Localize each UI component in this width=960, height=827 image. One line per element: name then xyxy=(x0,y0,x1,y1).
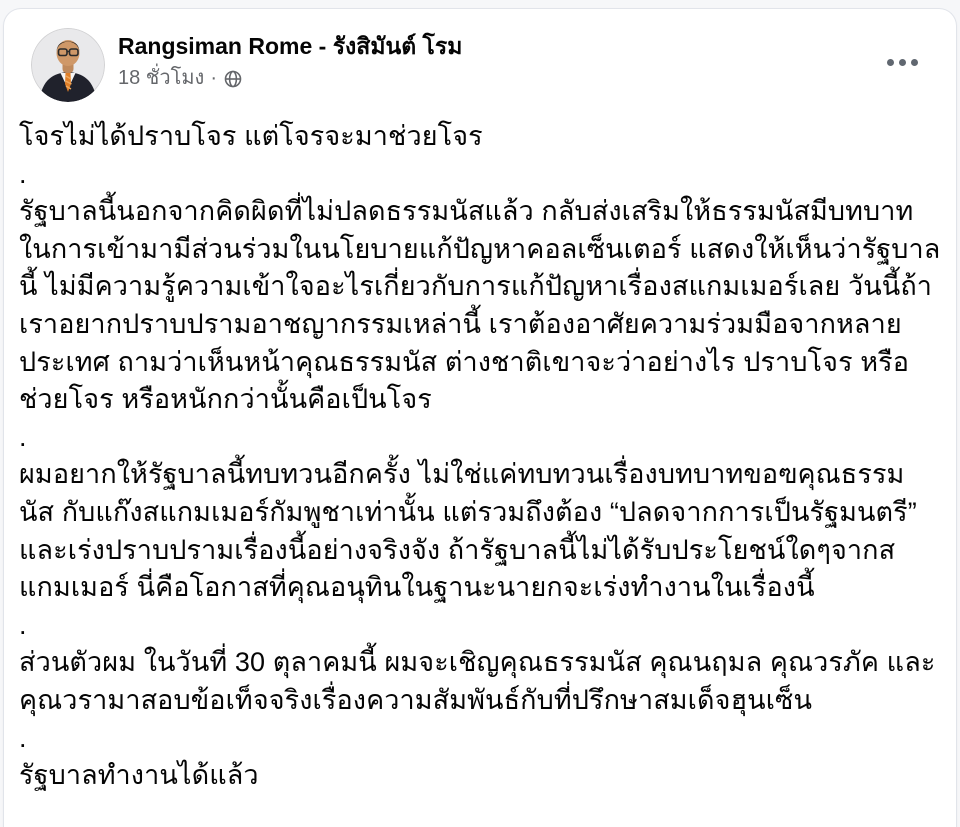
avatar[interactable] xyxy=(31,28,105,102)
post-header xyxy=(4,9,956,102)
post-text-line: ช่วยโจร หรือหนักกว่านั้นคือเป็นโจร xyxy=(19,384,432,415)
post-text-line: แกมเมอร์ นี่คือโอกาสที่คุณอนุทินในฐานะนายกจะเร่งทำงานในเรื่องนี้ xyxy=(19,572,815,603)
post-text-line: รัฐบาลทำงานได้แล้ว xyxy=(19,760,259,791)
post-text-line: ประเทศ ถามว่าเห็นหน้าคุณธรรมนัส ต่างชาติเขาจะว่าอย่างไร ปราบโจร หรือ xyxy=(19,346,910,377)
post-text-line: คุณวรามาสอบข้อเท็จจริงเรื่องความสัมพันธ์กับที่ปรึกษาสมเด็จฮุนเซ็น xyxy=(19,684,813,715)
post-text-line: . xyxy=(19,158,27,189)
post-meta xyxy=(118,65,462,91)
post-text-line: และเร่งปราบปรามเรื่องนี้อย่างจริงจัง ถ้ารัฐบาลนี้ไม่ได้รับประโยชน์ใดๆจากส xyxy=(19,534,896,565)
meta-separator: · xyxy=(210,67,217,89)
post-content xyxy=(4,102,956,795)
author-name[interactable]: Rangsiman Rome - รังสิมันต์ โรม xyxy=(118,33,463,59)
post-text-line: รัฐบาลนี้นอกจากคิดผิดที่ไม่ปลดธรรมนัสแล้ว กลับส่งเสริมให้ธรรมนัสมีบทบาท xyxy=(19,196,914,227)
post-text-line: ผมอยากให้รัฐบาลนี้ทบทวนอีกครั้ง ไม่ใช่แค่ทบทวนเรื่องบทบาทขอฃคุณธรรม xyxy=(19,459,905,490)
post-text-line: ส่วนตัวผม ในวันที่ 30 ตุลาคมนี้ ผมจะเชิญคุณธรรมนัส คุณนฤมล คุณวรภัค และ xyxy=(19,647,936,678)
post-text-line: โจรไม่ได้ปราบโจร แต่โจรจะมาช่วยโจร xyxy=(19,121,483,151)
timestamp[interactable]: 18 ชั่วโมง xyxy=(118,67,205,89)
post-text-line: . xyxy=(19,609,27,640)
post-text-line: ในการเข้ามามีส่วนร่วมในนโยบายแก้ปัญหาคอลเซ็นเตอร์ แสดงให้เห็นว่ารัฐบาล xyxy=(19,233,941,264)
three-dots-icon xyxy=(887,59,918,66)
post-text-line: . xyxy=(19,722,27,753)
facebook-post-card xyxy=(3,8,957,827)
post-text-line: นัส กับแก๊งสแกมเมอร์กัมพูชาเท่านั้น แต่รวมถึงต้อง “ปลดจากการเป็นรัฐมนตรี” xyxy=(19,496,917,527)
post-text-line: เราอยากปราบปรามอาชญากรรมเหล่านี้ เราต้องอาศัยความร่วมมือจากหลาย xyxy=(19,308,902,339)
globe-icon xyxy=(223,69,243,89)
post-text-line: นี้ ไม่มีความรู้ความเข้าใจอะไรเกี่ยวกับการแก้ปัญหาเรื่องสแกมเมอร์เลย วันนี้ถ้า xyxy=(19,271,933,302)
profile-photo xyxy=(31,28,105,102)
post-text-line: . xyxy=(19,421,27,452)
post-options-button[interactable] xyxy=(879,51,926,74)
author-block xyxy=(118,28,462,91)
